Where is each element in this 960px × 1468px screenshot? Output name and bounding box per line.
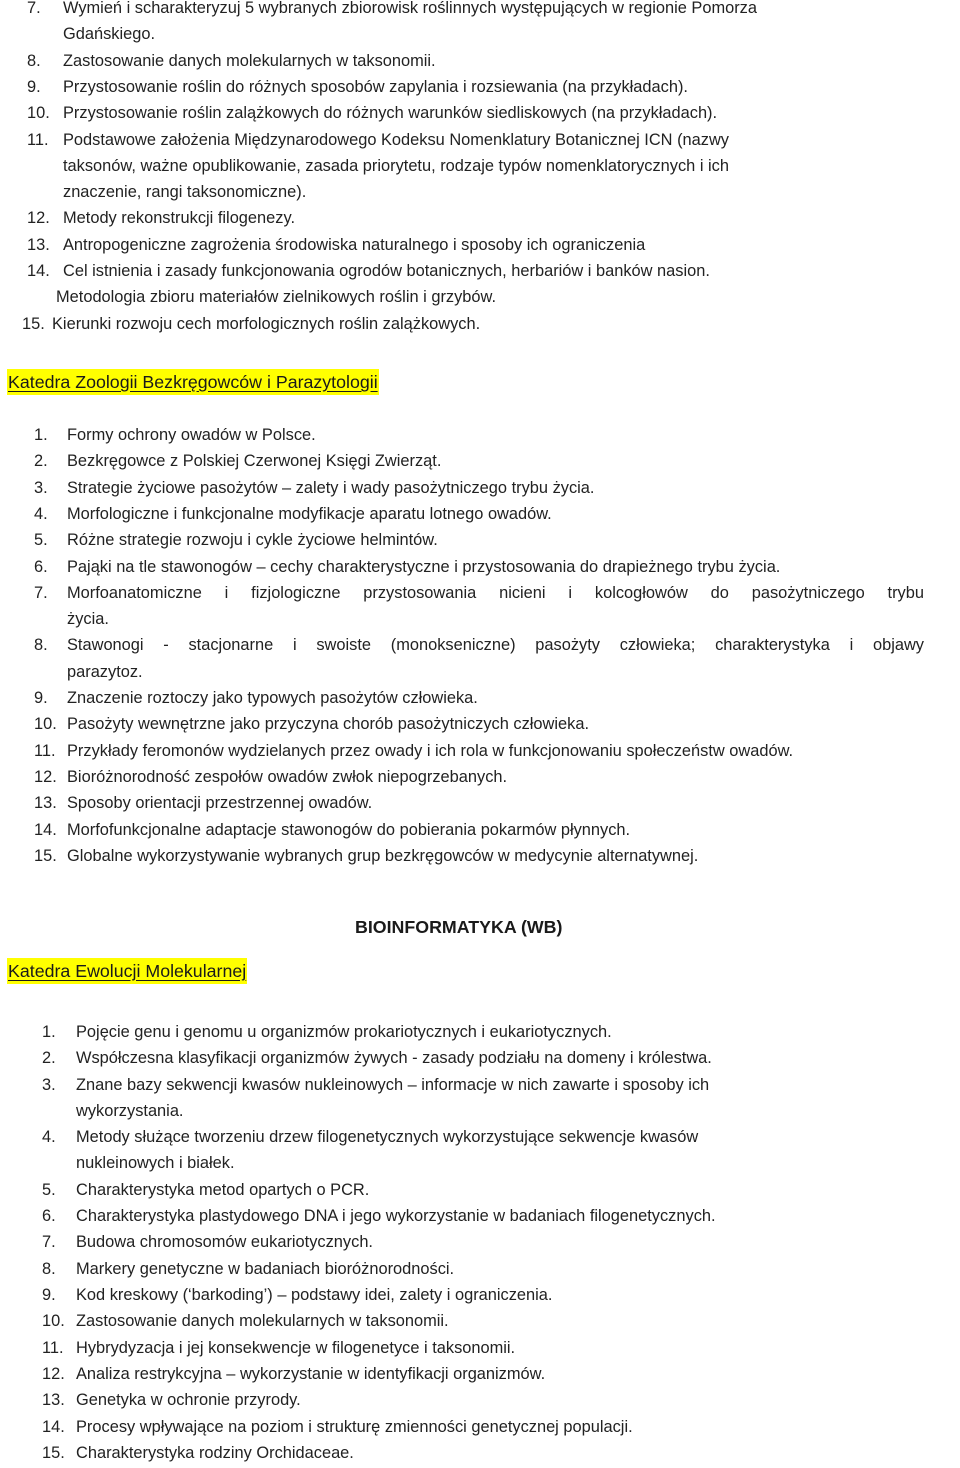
- list-item-number: 5.: [34, 531, 48, 550]
- list-item-text: Kod kreskowy (‘barkoding’) – podstawy idei, zalety i ograniczenia.: [76, 1286, 553, 1304]
- list-item-number: 6.: [34, 557, 48, 576]
- list-item-text: Pająki na tle stawonogów – cechy charakterystyczne i przystosowania do drapieżnego trybu życia.: [67, 557, 781, 576]
- list-item-text: Zastosowanie danych molekularnych w taksonomii.: [76, 1312, 449, 1331]
- list-item-text: Gdańskiego.: [63, 25, 156, 44]
- list-item-text: Metody służące tworzeniu drzew filogenetycznych wykorzystujące sekwencje kwasów: [76, 1128, 699, 1147]
- list-item-text: Sposoby orientacji przestrzennej owadów.: [67, 794, 373, 813]
- list-item-number: 10.: [42, 1312, 65, 1331]
- list-item-number: 1.: [42, 1023, 56, 1041]
- list-item-number: 10.: [34, 715, 57, 734]
- list-item-text: wykorzystania.: [76, 1101, 184, 1120]
- list-item-text: Cel istnienia i zasady funkcjonowania ogrodów botanicznych, herbariów i banków nasion.: [63, 262, 710, 280]
- list-item-text: Pasożyty wewnętrzne jako przyczyna chorób pasożytniczych człowieka.: [67, 715, 589, 734]
- list-item-text: Hybrydyzacja i jej konsekwencje w filogenetyce i taksonomii.: [76, 1338, 516, 1357]
- list-item-number: 10.: [27, 104, 50, 123]
- list-item-number: 13.: [34, 794, 57, 813]
- list-item-text: Znane bazy sekwencji kwasów nukleinowych – informacje w nich zawarte i sposoby ich: [76, 1075, 710, 1094]
- list-item-text: życia.: [67, 610, 109, 629]
- list-item-number: 8.: [27, 51, 41, 70]
- list-item-text: Przykłady feromonów wydzielanych przez owady i ich rola w funkcjonowaniu społeczeństw owadów.: [67, 741, 794, 760]
- list-item-number: 5.: [42, 1180, 56, 1199]
- bioinformatics-title: BIOINFORMATYKA (WB): [355, 917, 563, 937]
- list-item-number: 1.: [34, 426, 48, 444]
- list-item-number: 3.: [42, 1075, 56, 1094]
- list-item-text: Przystosowanie roślin zalążkowych do różnych warunków siedliskowych (na przykładach).: [63, 104, 718, 123]
- list-item-text: Charakterystyka plastydowego DNA i jego wykorzystanie w badaniach filogenetycznych.: [76, 1207, 716, 1226]
- list-item-text: Globalne wykorzystywanie wybranych grup bezkręgowców w medycynie alternatywnej.: [67, 846, 699, 865]
- list-item-text: Podstawowe założenia Międzynarodowego Kodeksu Nomenklatury Botanicznej ICN (nazwy: [63, 130, 729, 149]
- list-item-text: Antropogeniczne zagrożenia środowiska naturalnego i sposoby ich ograniczenia: [63, 235, 646, 254]
- list-item-text: Zastosowanie danych molekularnych w taksonomii.: [63, 51, 436, 70]
- list-item-text: Znaczenie roztoczy jako typowych pasożytów człowieka.: [67, 689, 478, 707]
- list-item-text: Analiza restrykcyjna – wykorzystanie w identyfikacji organizmów.: [76, 1364, 546, 1383]
- molecular-evolution-department-heading: Katedra Ewolucji Molekularnej: [7, 958, 247, 984]
- list-item-number: 11.: [34, 741, 56, 760]
- list-item-text: nukleinowych i białek.: [76, 1154, 235, 1173]
- list-item-number: 7.: [34, 583, 48, 602]
- list-item-number: 12.: [42, 1364, 65, 1383]
- zoology-department-heading: Katedra Zoologii Bezkręgowców i Parazytologii: [7, 369, 379, 395]
- list-item-number: 13.: [27, 235, 50, 254]
- list-item-number: 9.: [34, 689, 48, 707]
- list-item-text: Wymień i scharakteryzuj 5 wybranych zbiorowisk roślinnych występujących w regionie Pomorza: [63, 0, 757, 17]
- list-item-text: Budowa chromosomów eukariotycznych.: [76, 1233, 373, 1252]
- list-item-number: 7.: [27, 0, 41, 17]
- list-item-number: 12.: [34, 767, 57, 786]
- list-item-number: 14.: [42, 1417, 65, 1436]
- list-item-text: taksonów, ważne opublikowanie, zasada priorytetu, rodzaje typów nomenklatorycznych i ich: [63, 156, 729, 175]
- list-item-number: 11.: [27, 130, 49, 149]
- list-item-number: 13.: [42, 1391, 65, 1410]
- list-item-number: 8.: [42, 1259, 56, 1278]
- list-item-text: Różne strategie rozwoju i cykle życiowe helmintów.: [67, 531, 438, 550]
- list-item-number: 12.: [27, 209, 50, 228]
- list-item-text: znaczenie, rangi taksonomiczne).: [63, 183, 307, 202]
- list-item-number: 15.: [34, 846, 57, 865]
- list-item-text: Metodologia zbioru materiałów zielnikowych roślin i grzybów.: [56, 288, 497, 307]
- list-item-text: Współczesna klasyfikacji organizmów żywych - zasady podziału na domeny i królestwa.: [76, 1049, 712, 1068]
- list-item-text: Formy ochrony owadów w Polsce.: [67, 426, 316, 444]
- list-item-text: Metody rekonstrukcji filogenezy.: [63, 209, 295, 228]
- list-item-number: 9.: [27, 77, 41, 96]
- list-item-number: 15.: [42, 1443, 65, 1462]
- list-item-number: 9.: [42, 1286, 56, 1304]
- list-item-number: 14.: [27, 262, 50, 280]
- list-item-text: Genetyka w ochronie przyrody.: [76, 1391, 301, 1410]
- list-item-text: Morfoanatomiczne i fizjologiczne przystosowania nicieni i kolcogłowów do pasożytniczego trybu: [67, 583, 924, 602]
- list-item-number: 3.: [34, 478, 48, 497]
- list-item-text: Przystosowanie roślin do różnych sposobów zapylania i rozsiewania (na przykładach).: [63, 77, 688, 96]
- list-item-text: Bezkręgowce z Polskiej Czerwonej Księgi Zwierząt.: [67, 452, 442, 471]
- list-item-text: parazytoz.: [67, 662, 143, 681]
- list-item-text: Charakterystyka rodziny Orchidaceae.: [76, 1443, 354, 1462]
- list-item-number: 4.: [34, 504, 48, 523]
- list-item-text: Charakterystyka metod opartych o PCR.: [76, 1180, 370, 1199]
- list-item-text: Bioróżnorodność zespołów owadów zwłok niepogrzebanych.: [67, 767, 508, 786]
- list-item-number: 11.: [42, 1338, 64, 1357]
- list-item-text: Procesy wpływające na poziom i strukturę zmienności genetycznej populacji.: [76, 1417, 633, 1436]
- list-item-text: Stawonogi - stacjonarne i swoiste (monokseniczne) pasożyty człowieka; charakterystyka i objawy: [67, 636, 924, 655]
- list-item-text: Morfologiczne i funkcjonalne modyfikacje aparatu lotnego owadów.: [67, 504, 552, 523]
- list-item-number: 14.: [34, 820, 57, 839]
- list-item-text: Strategie życiowe pasożytów – zalety i wady pasożytniczego trybu życia.: [67, 478, 595, 497]
- list-item-text: Morfofunkcjonalne adaptacje stawonogów do pobierania pokarmów płynnych.: [67, 820, 631, 839]
- list-item-text: Markery genetyczne w badaniach bioróżnorodności.: [76, 1259, 455, 1278]
- list-item-number: 8.: [34, 636, 48, 655]
- list-item-number: 2.: [42, 1049, 56, 1068]
- list-item-number: 2.: [34, 452, 48, 471]
- list-item-number: 4.: [42, 1128, 56, 1147]
- list-item-number: 6.: [42, 1207, 56, 1226]
- list-item-text: Pojęcie genu i genomu u organizmów prokariotycznych i eukariotycznych.: [76, 1023, 612, 1041]
- list-item-number: 15.: [22, 314, 45, 333]
- list-item-number: 7.: [42, 1233, 56, 1252]
- list-item-text: Kierunki rozwoju cech morfologicznych roślin zalążkowych.: [52, 314, 481, 333]
